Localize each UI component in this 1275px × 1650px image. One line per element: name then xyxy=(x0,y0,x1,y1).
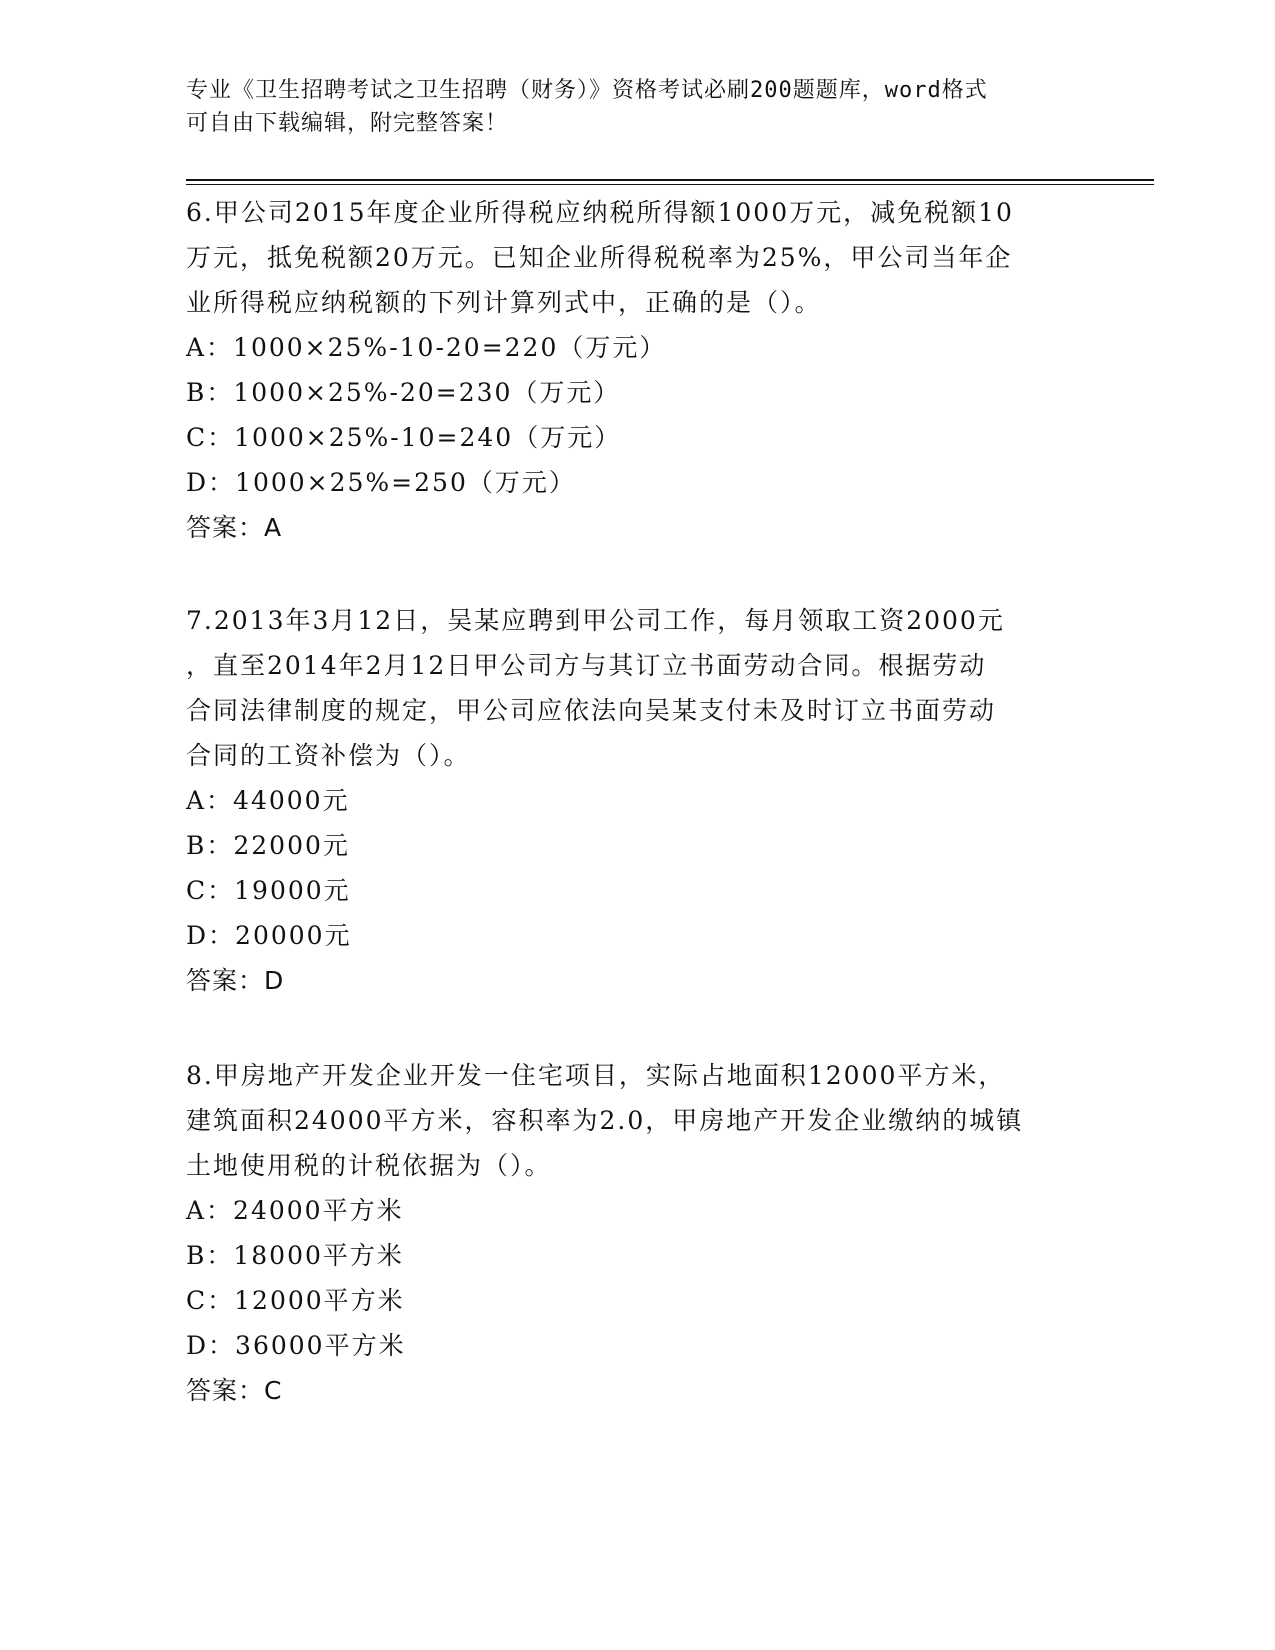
header-line-1: 专业《卫生招聘考试之卫生招聘（财务）》资格考试必刷200题题库，word格式 xyxy=(186,78,988,103)
option-c: C：12000平方米 xyxy=(186,1286,405,1315)
answer-line: 答案：C xyxy=(186,1376,283,1405)
option-b: B：22000元 xyxy=(186,831,350,860)
header-divider-thin xyxy=(186,184,1154,185)
option-d: D：36000平方米 xyxy=(186,1331,406,1360)
question-stem-line: 合同法律制度的规定，甲公司应依法向吴某支付未及时订立书面劳动 xyxy=(186,696,997,725)
option-d: D：20000元 xyxy=(186,921,352,950)
option-c: C：1000×25%-10=240（万元） xyxy=(186,423,622,452)
question-stem-line: 8.甲房地产开发企业开发一住宅项目，实际占地面积12000平方米， xyxy=(186,1061,1006,1090)
question-stem-line: 合同的工资补偿为（）。 xyxy=(186,741,471,770)
question-stem-line: 业所得税应纳税额的下列计算列式中，正确的是（）。 xyxy=(186,288,822,317)
question-6 xyxy=(186,190,1076,550)
option-a: A：24000平方米 xyxy=(186,1196,404,1225)
question-stem-line: 万元，抵免税额20万元。已知企业所得税税率为25%，甲公司当年企 xyxy=(186,243,1013,272)
answer-line: 答案：D xyxy=(186,966,285,995)
option-c: C：19000元 xyxy=(186,876,351,905)
document-header xyxy=(186,74,1066,140)
option-b: B：1000×25%-20=230（万元） xyxy=(186,378,621,407)
option-a: A：44000元 xyxy=(186,786,350,815)
question-8 xyxy=(186,1053,1076,1413)
answer-line: 答案：A xyxy=(186,513,283,542)
question-stem-line: 土地使用税的计税依据为（）。 xyxy=(186,1151,552,1180)
option-b: B：18000平方米 xyxy=(186,1241,404,1270)
header-line-2: 可自由下载编辑，附完整答案！ xyxy=(186,111,509,136)
question-stem-line: ，直至2014年2月12日甲公司方与其订立书面劳动合同。根据劳动 xyxy=(186,651,987,680)
option-d: D：1000×25%=250（万元） xyxy=(186,468,576,497)
header-divider-thick xyxy=(186,179,1154,181)
question-stem-line: 7.2013年3月12日，吴某应聘到甲公司工作，每月领取工资2000元 xyxy=(186,606,1005,635)
question-7 xyxy=(186,598,1076,1003)
option-a: A：1000×25%-10-20=220（万元） xyxy=(186,333,667,362)
question-stem-line: 6.甲公司2015年度企业所得税应纳税所得额1000万元，减免税额10 xyxy=(186,198,1014,227)
question-stem-line: 建筑面积24000平方米，容积率为2.0，甲房地产开发企业缴纳的城镇 xyxy=(186,1106,1024,1135)
